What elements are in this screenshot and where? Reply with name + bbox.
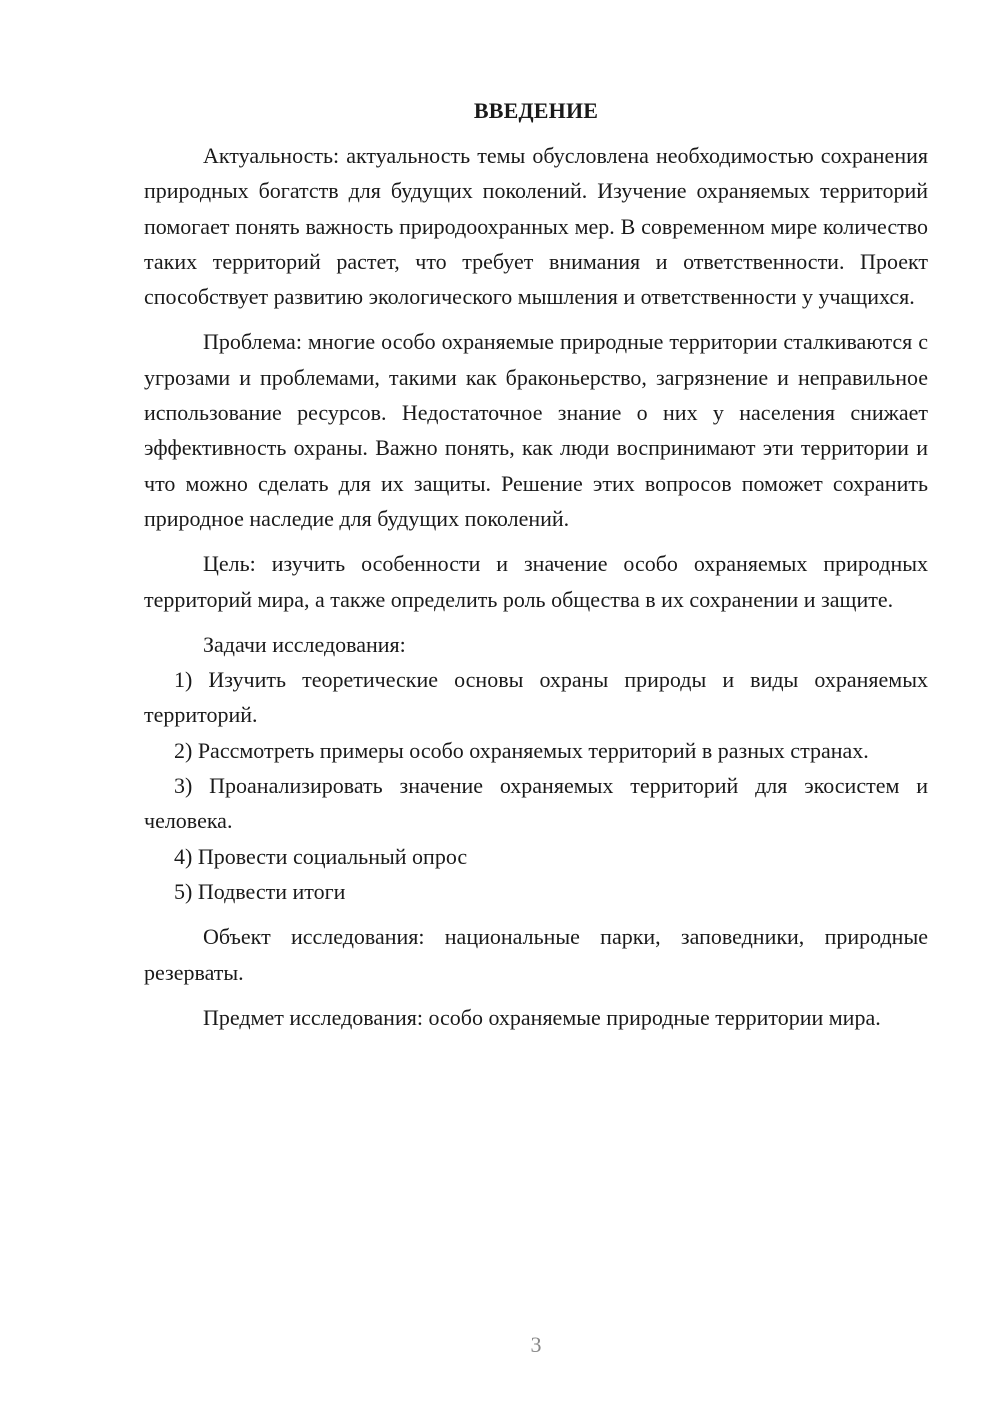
tasks-heading: Задачи исследования: — [203, 631, 406, 657]
goal-paragraph: Цель: изучить особенности и значение особо охраняемых природных территорий мира, а также определить роль общества в их сохранении и защите. — [144, 551, 928, 612]
page-number: 3 — [530, 1332, 542, 1357]
task-item: 2) Рассмотреть примеры особо охраняемых территорий в разных странах. — [174, 737, 869, 763]
problem-paragraph: Проблема: многие особо охраняемые природные территории сталкиваются с угрозами и проблемами, такими как браконьерство, загрязнение и неправильное использование ресурсов. Недостаточное знание о них у населения снижает эффективность охраны. Важно понять, как люди воспринимают эти территории и что можно сделать для их защиты. Решение этих вопросов поможет сохранить природное наследие для будущих поколений. — [144, 329, 928, 531]
relevance-paragraph: Актуальность: актуальность темы обусловлена необходимостью сохранения природных богатств для будущих поколений. Изучение охраняемых территорий помогает понять важность природоохранных мер. В современном мире количество таких территорий растет, что требует внимания и ответственности. Проект способствует развитию экологического мышления и ответственности у учащихся. — [144, 143, 928, 310]
task-item: 3) Проанализировать значение охраняемых территорий для экосистем и человека. — [144, 773, 928, 834]
section-title: ВВЕДЕНИЕ — [473, 98, 599, 123]
page-content — [144, 93, 928, 1035]
object-paragraph: Объект исследования: национальные парки, заповедники, природные резерваты. — [144, 924, 928, 985]
subject-paragraph: Предмет исследования: особо охраняемые природные территории мира. — [203, 1004, 881, 1030]
task-item: 4) Провести социальный опрос — [174, 843, 468, 869]
task-item: 1) Изучить теоретические основы охраны природы и виды охраняемых территорий. — [144, 667, 928, 728]
task-item: 5) Подвести итоги — [174, 878, 346, 904]
